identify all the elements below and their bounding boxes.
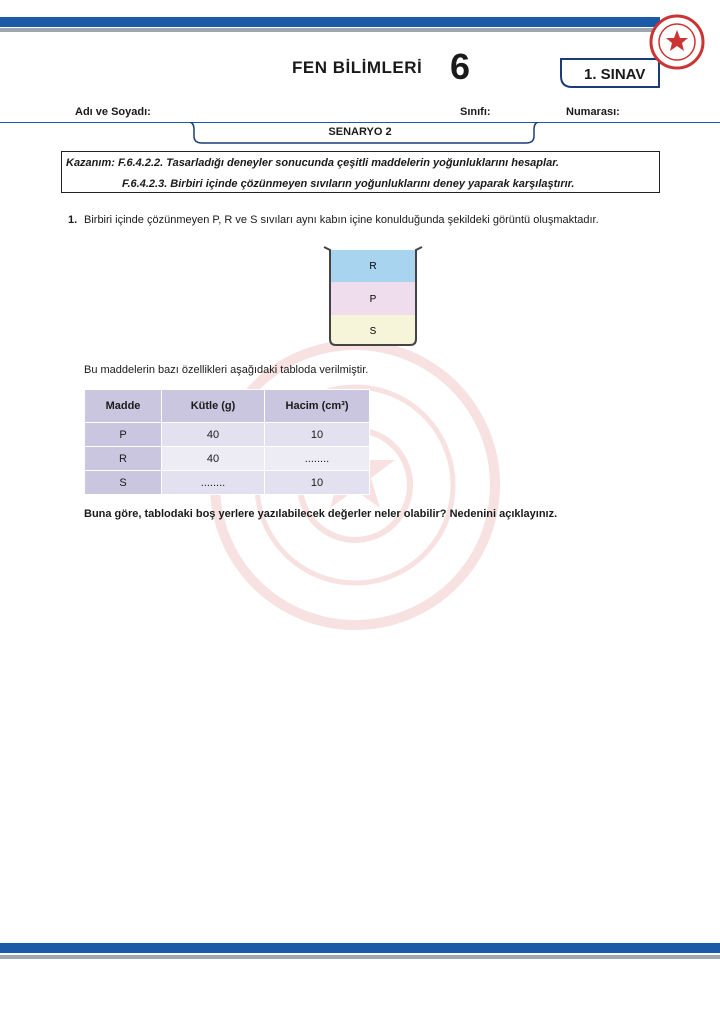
properties-table — [84, 389, 370, 495]
bottom-stripe-gray — [0, 955, 720, 959]
top-stripe-gray — [0, 28, 660, 32]
header-madde: Madde — [85, 390, 162, 423]
table-intro: Bu maddelerin bazı özellikleri aşağıdaki tabloda verilmiştir. — [84, 364, 369, 376]
table-row — [85, 423, 370, 447]
row-substance: P — [85, 423, 162, 447]
row-mass: 40 — [162, 447, 265, 471]
bottom-stripe — [0, 943, 720, 953]
name-label: Adı ve Soyadı: — [75, 106, 151, 118]
question-prompt: Buna göre, tablodaki boş yerlere yazılabilecek değerler neler olabilir? Nedenini açıklayınız. — [84, 508, 558, 520]
row-mass: ........ — [162, 471, 265, 495]
scenario-title: SENARYO 2 — [328, 126, 392, 138]
beaker-label-r: R — [369, 261, 377, 272]
kazanim-box — [61, 151, 660, 193]
row-volume: 10 — [265, 423, 370, 447]
header-kutle: Kütle (g) — [162, 390, 265, 423]
row-mass: 40 — [162, 423, 265, 447]
row-substance: S — [85, 471, 162, 495]
table-row — [85, 447, 370, 471]
header-hacim: Hacim (cm³) — [265, 390, 370, 423]
beaker-label-p: P — [369, 294, 377, 305]
row-substance: R — [85, 447, 162, 471]
question-text: Birbiri içinde çözünmeyen P, R ve S sıvıları aynı kabın içine konulduğunda şekildeki görüntü oluşmaktadır. — [84, 214, 599, 226]
number-label: Numarası: — [566, 106, 620, 118]
beaker-figure — [322, 245, 426, 349]
class-label: Sınıfı: — [460, 106, 491, 118]
grade-number: 6 — [450, 46, 471, 87]
row-volume: ........ — [265, 447, 370, 471]
top-stripe — [0, 17, 660, 27]
row-volume: 10 — [265, 471, 370, 495]
question-number: 1. — [68, 214, 78, 226]
kazanim-line-1: Kazanım: F.6.4.2.2. Tasarladığı deneyler sonucunda çeşitli maddelerin yoğunluklarını hesaplar. — [66, 157, 559, 169]
subject-title: FEN BİLİMLERİ — [292, 58, 423, 77]
exam-label: 1. SINAV — [584, 66, 646, 83]
beaker-label-s: S — [369, 326, 377, 337]
kazanim-line-2: F.6.4.2.3. Birbiri içinde çözünmeyen sıvıların yoğunluklarını deney yaparak karşılaştırır. — [122, 178, 575, 190]
ministry-seal-icon — [649, 14, 705, 70]
table-row — [85, 471, 370, 495]
